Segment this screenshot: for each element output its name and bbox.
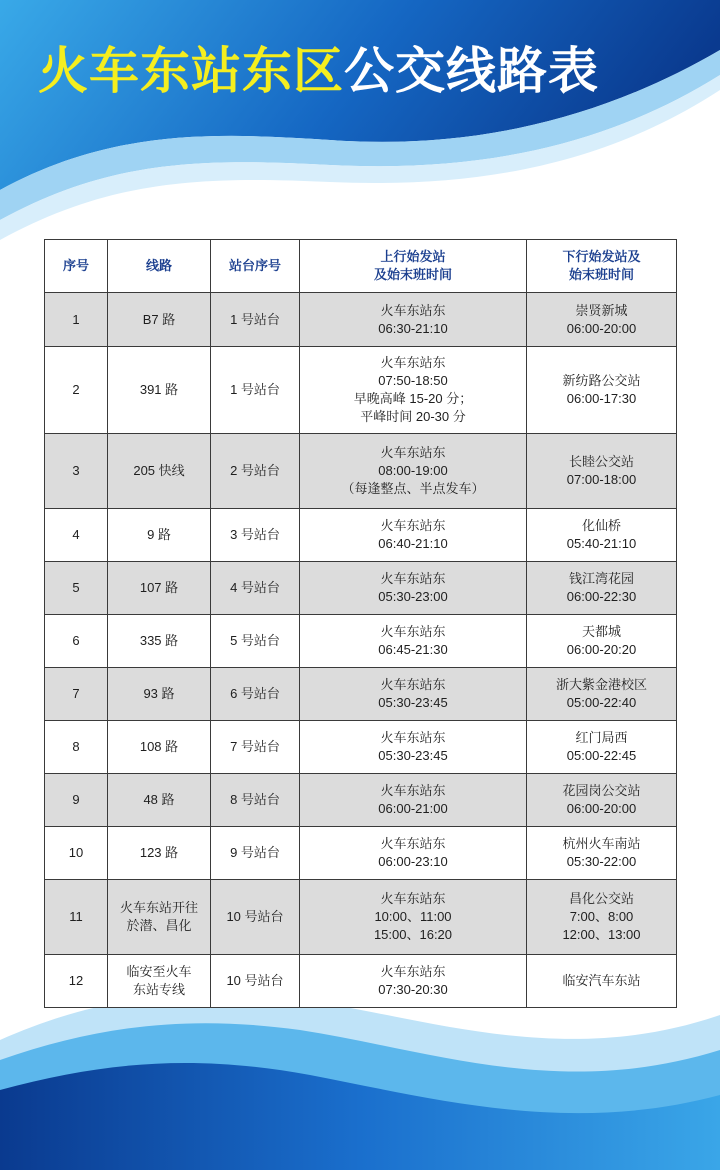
down-start-time-cell-line: 05:30-22:00 — [566, 854, 637, 869]
table-row — [45, 562, 677, 615]
down-start-time-cell — [527, 293, 677, 347]
up-start-time-cell-line: 05:30-23:45 — [378, 695, 448, 710]
route-cell — [108, 509, 211, 562]
up-start-time-cell — [300, 509, 527, 562]
table-row — [45, 509, 677, 562]
platform-cell — [211, 509, 300, 562]
platform-cell — [211, 774, 300, 827]
down-start-time-cell-line: 杭州火车南站 — [562, 836, 641, 851]
header-text-line: 上行始发站 — [380, 249, 446, 264]
row-number-cell — [45, 668, 108, 721]
route-cell-line: 108 路 — [139, 739, 179, 754]
row-number-cell — [45, 434, 108, 509]
up-start-time-cell — [300, 293, 527, 347]
route-cell — [108, 721, 211, 774]
route-cell — [108, 434, 211, 509]
down-start-time-cell-line: 临安汽车东站 — [562, 973, 641, 988]
up-start-time-cell-line: 平峰时间 20-30 分 — [360, 409, 466, 424]
down-start-time-cell-line: 05:40-21:10 — [566, 536, 637, 551]
up-start-time-cell-line: 火车东站东 — [380, 836, 446, 851]
up-start-time-cell-line: 10:00、11:00 — [374, 909, 452, 924]
up-start-time-cell-line: （每逢整点、半点发车） — [341, 481, 485, 496]
platform-cell-line: 8 号站台 — [230, 792, 280, 807]
title-yellow-part: 火车东站东区 — [38, 42, 344, 100]
table-row — [45, 615, 677, 668]
row-number-cell — [45, 347, 108, 434]
up-start-time-cell-line: 火车东站东 — [380, 624, 446, 639]
route-cell-line: 391 路 — [139, 382, 179, 397]
down-start-time-cell-line: 06:00-22:30 — [566, 589, 637, 604]
up-start-time-cell-line: 火车东站东 — [380, 964, 446, 979]
down-start-time-cell-line: 化仙桥 — [581, 518, 621, 533]
route-cell-line: 9 路 — [147, 527, 171, 542]
down-start-time-cell-line: 06:00-20:00 — [566, 320, 637, 336]
route-cell — [108, 562, 211, 615]
up-start-time-cell-line: 火车东站东 — [380, 891, 446, 906]
platform-cell-line: 7 号站台 — [230, 739, 280, 754]
up-start-time-cell — [300, 827, 527, 880]
up-start-time-cell-line: 火车东站东 — [380, 730, 446, 745]
up-start-time-cell — [300, 880, 527, 955]
header-no — [45, 240, 108, 293]
table-row — [45, 347, 677, 434]
down-start-time-cell-line: 06:00-17:30 — [566, 391, 637, 406]
up-start-time-cell-line: 火车东站东 — [380, 445, 446, 460]
row-number-cell-line: 2 — [72, 382, 80, 397]
up-start-time-cell-line: 06:40-21:10 — [378, 536, 448, 551]
header-text-line: 线路 — [145, 258, 172, 273]
down-start-time-cell — [527, 774, 677, 827]
platform-cell — [211, 347, 300, 434]
page-title — [38, 40, 599, 102]
down-start-time-cell — [527, 721, 677, 774]
bus-route-table — [44, 239, 677, 1008]
row-number-cell — [45, 615, 108, 668]
header-text-line: 序号 — [62, 258, 89, 273]
up-start-time-cell-line: 火车东站东 — [380, 677, 446, 692]
up-start-time-cell-line: 06:45-21:30 — [378, 642, 448, 657]
table-row — [45, 955, 677, 1008]
route-cell-line: 123 路 — [139, 845, 179, 860]
header-up — [300, 240, 527, 293]
row-number-cell-line: 4 — [72, 527, 80, 542]
header-text-line: 站台序号 — [228, 258, 281, 273]
table-row — [45, 774, 677, 827]
up-start-time-cell-line: 火车东站东 — [380, 518, 446, 533]
platform-cell-line: 1 号站台 — [230, 311, 280, 327]
up-start-time-cell-line: 06:00-21:00 — [378, 801, 448, 816]
row-number-cell — [45, 293, 108, 347]
platform-cell-line: 1 号站台 — [230, 382, 280, 397]
platform-cell-line: 2 号站台 — [230, 463, 280, 478]
table-row — [45, 880, 677, 955]
route-cell-line: 205 快线 — [133, 463, 185, 478]
platform-cell-line: 3 号站台 — [230, 527, 280, 542]
down-start-time-cell — [527, 562, 677, 615]
up-start-time-cell — [300, 668, 527, 721]
platform-cell — [211, 615, 300, 668]
header-text-line: 下行始发站及 — [562, 249, 641, 264]
down-start-time-cell — [527, 347, 677, 434]
route-cell-line: 东站专线 — [132, 982, 185, 997]
row-number-cell — [45, 955, 108, 1008]
down-start-time-cell-line: 红门局西 — [575, 730, 628, 745]
up-start-time-cell-line: 早晚高峰 15-20 分； — [353, 391, 473, 406]
row-number-cell-line: 6 — [72, 633, 80, 648]
route-cell-line: 335 路 — [139, 633, 179, 648]
route-cell — [108, 293, 211, 347]
row-number-cell-line: 10 — [68, 845, 84, 860]
route-cell — [108, 955, 211, 1008]
down-start-time-cell — [527, 827, 677, 880]
row-number-cell-line: 7 — [72, 686, 80, 701]
down-start-time-cell-line: 12:00、13:00 — [562, 927, 641, 942]
platform-cell — [211, 668, 300, 721]
row-number-cell-line: 5 — [72, 580, 80, 595]
down-start-time-cell — [527, 434, 677, 509]
platform-cell-line: 10 号站台 — [226, 909, 284, 924]
platform-cell-line: 6 号站台 — [230, 686, 280, 701]
platform-cell-line: 5 号站台 — [230, 633, 280, 648]
down-start-time-cell-line: 花园岗公交站 — [562, 783, 641, 798]
up-start-time-cell-line: 08:00-19:00 — [378, 463, 448, 478]
platform-cell-line: 10 号站台 — [226, 973, 284, 988]
row-number-cell — [45, 827, 108, 880]
route-cell — [108, 774, 211, 827]
route-cell — [108, 668, 211, 721]
up-start-time-cell — [300, 615, 527, 668]
header-platform — [211, 240, 300, 293]
up-start-time-cell-line: 15:00、16:20 — [373, 927, 453, 942]
down-start-time-cell-line: 06:00-20:20 — [566, 642, 637, 657]
title-white-part: 公交线路表 — [344, 42, 599, 100]
platform-cell — [211, 880, 300, 955]
up-start-time-cell-line: 07:30-20:30 — [378, 982, 448, 997]
down-start-time-cell-line: 天都城 — [581, 624, 621, 639]
route-cell-line: 48 路 — [143, 792, 175, 807]
route-cell — [108, 347, 211, 434]
route-cell-line: 临安至火车 — [126, 964, 192, 979]
up-start-time-cell-line: 火车东站东 — [380, 302, 446, 318]
up-start-time-cell-line: 07:50-18:50 — [378, 373, 448, 388]
row-number-cell-line: 9 — [72, 792, 80, 807]
header-route — [108, 240, 211, 293]
down-start-time-cell — [527, 880, 677, 955]
route-cell — [108, 615, 211, 668]
platform-cell-line: 9 号站台 — [230, 845, 280, 860]
down-start-time-cell-line: 07:00-18:00 — [566, 472, 637, 487]
up-start-time-cell-line: 火车东站东 — [380, 571, 446, 586]
up-start-time-cell — [300, 721, 527, 774]
up-start-time-cell-line: 06:00-23:10 — [378, 854, 448, 869]
route-cell-line: 於潜、昌化 — [126, 918, 192, 933]
platform-cell — [211, 434, 300, 509]
down-start-time-cell-line: 06:00-20:00 — [566, 801, 637, 816]
up-start-time-cell — [300, 774, 527, 827]
table-row — [45, 721, 677, 774]
row-number-cell-line: 3 — [72, 463, 80, 478]
up-start-time-cell — [300, 955, 527, 1008]
header-text-line: 始末班时间 — [568, 267, 634, 282]
row-number-cell — [45, 880, 108, 955]
platform-cell — [211, 293, 300, 347]
platform-cell — [211, 721, 300, 774]
down-start-time-cell-line: 新纺路公交站 — [562, 373, 641, 388]
row-number-cell-line: 12 — [68, 973, 84, 988]
down-start-time-cell — [527, 509, 677, 562]
row-number-cell-line: 1 — [72, 311, 80, 327]
down-start-time-cell-line: 昌化公交站 — [568, 891, 634, 906]
table-row — [45, 293, 677, 347]
row-number-cell — [45, 509, 108, 562]
platform-cell-line: 4 号站台 — [230, 580, 280, 595]
down-start-time-cell-line: 7:00、8:00 — [569, 909, 634, 924]
route-cell-line: B7 路 — [142, 311, 176, 327]
up-start-time-cell — [300, 347, 527, 434]
table-row — [45, 434, 677, 509]
platform-cell — [211, 562, 300, 615]
platform-cell — [211, 827, 300, 880]
row-number-cell-line: 8 — [72, 739, 80, 754]
down-start-time-cell-line: 浙大紫金港校区 — [555, 677, 647, 692]
up-start-time-cell-line: 火车东站东 — [380, 783, 446, 798]
down-start-time-cell-line: 05:00-22:45 — [566, 748, 637, 763]
down-start-time-cell-line: 05:00-22:40 — [566, 695, 637, 710]
table-header-row — [45, 240, 677, 293]
route-cell-line: 107 路 — [139, 580, 179, 595]
row-number-cell-line: 11 — [69, 909, 83, 924]
down-start-time-cell — [527, 615, 677, 668]
down-start-time-cell-line: 长睦公交站 — [568, 454, 634, 469]
platform-cell — [211, 955, 300, 1008]
route-cell-line: 火车东站开往 — [119, 900, 198, 915]
up-start-time-cell-line: 火车东站东 — [380, 355, 446, 370]
down-start-time-cell — [527, 955, 677, 1008]
down-start-time-cell — [527, 668, 677, 721]
route-cell-line: 93 路 — [143, 686, 175, 701]
up-start-time-cell — [300, 562, 527, 615]
down-start-time-cell-line: 钱江湾花园 — [568, 571, 634, 586]
up-start-time-cell-line: 05:30-23:00 — [378, 589, 448, 604]
route-cell — [108, 880, 211, 955]
header-text-line: 及始末班时间 — [373, 267, 452, 282]
up-start-time-cell-line: 05:30-23:45 — [378, 748, 448, 763]
up-start-time-cell-line: 06:30-21:10 — [378, 320, 448, 336]
up-start-time-cell — [300, 434, 527, 509]
route-cell — [108, 827, 211, 880]
row-number-cell — [45, 774, 108, 827]
table-row — [45, 668, 677, 721]
header-down — [527, 240, 677, 293]
table-row — [45, 827, 677, 880]
row-number-cell — [45, 721, 108, 774]
row-number-cell — [45, 562, 108, 615]
down-start-time-cell-line: 崇贤新城 — [575, 302, 628, 318]
